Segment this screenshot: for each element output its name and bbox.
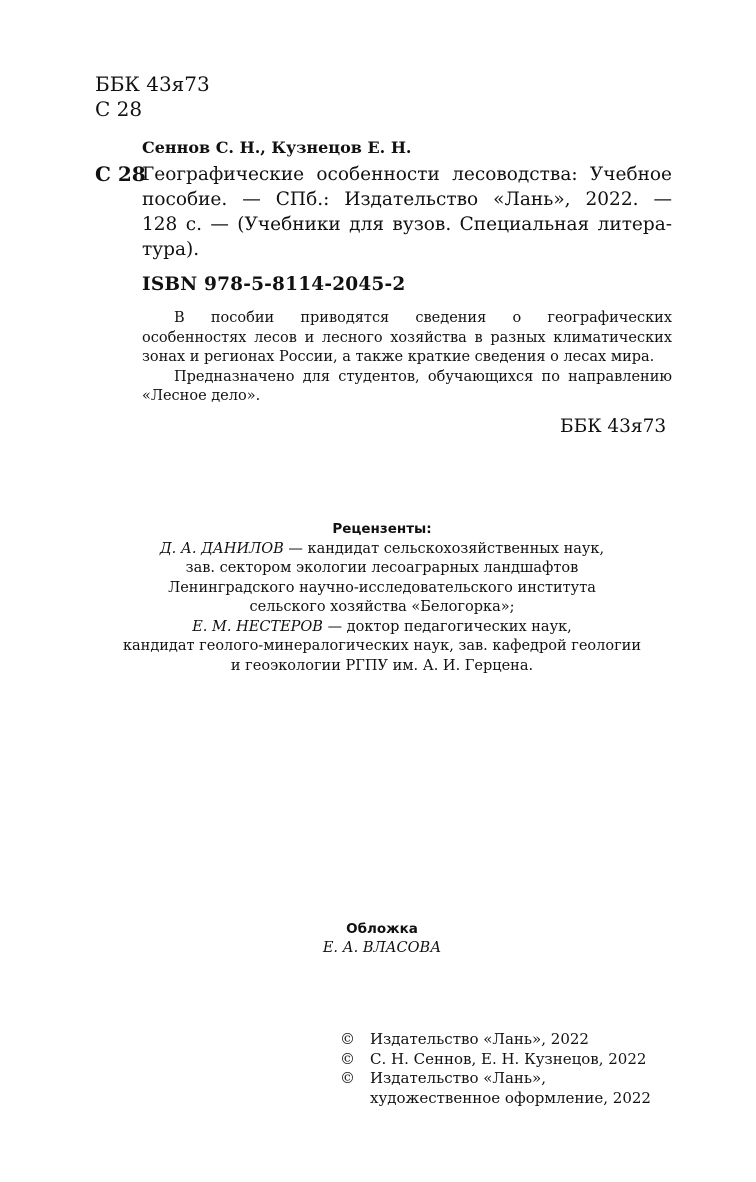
reviewer-line: зав. сектором экологии лесоаграрных ландшафтов bbox=[185, 560, 579, 576]
bbk-header bbox=[95, 72, 210, 122]
authors: Сеннов С. Н., Кузнецов Е. Н. bbox=[142, 138, 412, 157]
cover-credit bbox=[282, 920, 482, 958]
reviewer-name: Д. А. ДАНИЛОВ bbox=[159, 540, 284, 557]
copyright-text: художественное оформление, 2022 bbox=[370, 1088, 651, 1107]
isbn: ISBN 978-5-8114-2045-2 bbox=[142, 274, 406, 295]
copyright-text: Издательство «Лань», bbox=[370, 1069, 547, 1087]
author-sign: С 28 bbox=[95, 97, 143, 121]
reviewer-line bbox=[82, 618, 682, 638]
copyright-block bbox=[340, 1030, 651, 1108]
copyright-text: Издательство «Лань», 2022 bbox=[370, 1030, 589, 1048]
title-block bbox=[142, 162, 672, 262]
reviewer-line: сельского хозяйства «Белогорка»; bbox=[249, 599, 515, 615]
copyright-icon: © bbox=[340, 1030, 355, 1048]
copyright-icon: © bbox=[340, 1049, 355, 1068]
bbk-code: ББК 43я73 bbox=[95, 72, 210, 96]
title-line: тура). bbox=[142, 239, 200, 260]
copyright-line bbox=[340, 1069, 651, 1089]
annotation-paragraph: В пособии приводятся сведения о географических особенностях лесов и лесного хозяйства в разных климатических зонах и регионах России, а также краткие сведения о лесах мира. bbox=[142, 310, 672, 365]
reviewer-line bbox=[82, 540, 682, 560]
reviewer-line: кандидат геолого-минералогических наук, зав. кафедрой геологии bbox=[122, 638, 642, 654]
title-line: Географические особенности лесоводства: Учебное bbox=[142, 164, 672, 185]
reviewer-line: и геоэкологии РГПУ им. А. И. Герцена. bbox=[230, 657, 534, 674]
cover-heading: Обложка bbox=[346, 921, 418, 937]
reviewers-heading: Рецензенты: bbox=[332, 521, 432, 537]
reviewer-title: — кандидат сельскохозяйственных наук, bbox=[283, 540, 605, 557]
reviewer-title: — доктор педагогических наук, bbox=[322, 618, 572, 635]
copyright-text: С. Н. Сеннов, Е. Н. Кузнецов, 2022 bbox=[370, 1049, 647, 1068]
cipher-code: С 28 bbox=[95, 162, 146, 186]
annotation-paragraph: Предназначено для студентов, обучающихся по направлению «Лесное дело». bbox=[142, 368, 672, 404]
title-line: пособие. — СПб.: Издательство «Лань», 2022. — bbox=[142, 189, 672, 210]
copyright-icon: © bbox=[340, 1069, 355, 1087]
title-line: 128 с. — (Учебники для вузов. Специальная литера- bbox=[142, 214, 672, 235]
bbk-footer: ББК 43я73 bbox=[560, 416, 667, 437]
copyright-line bbox=[340, 1030, 651, 1050]
reviewers bbox=[82, 520, 682, 676]
reviewer-line: Ленинградского научно-исследовательского института bbox=[168, 579, 596, 596]
annotation bbox=[142, 309, 672, 407]
cover-designer: Е. А. ВЛАСОВА bbox=[322, 940, 442, 956]
reviewer-name: Е. М. НЕСТЕРОВ bbox=[192, 618, 323, 635]
copyright-line bbox=[340, 1050, 651, 1070]
